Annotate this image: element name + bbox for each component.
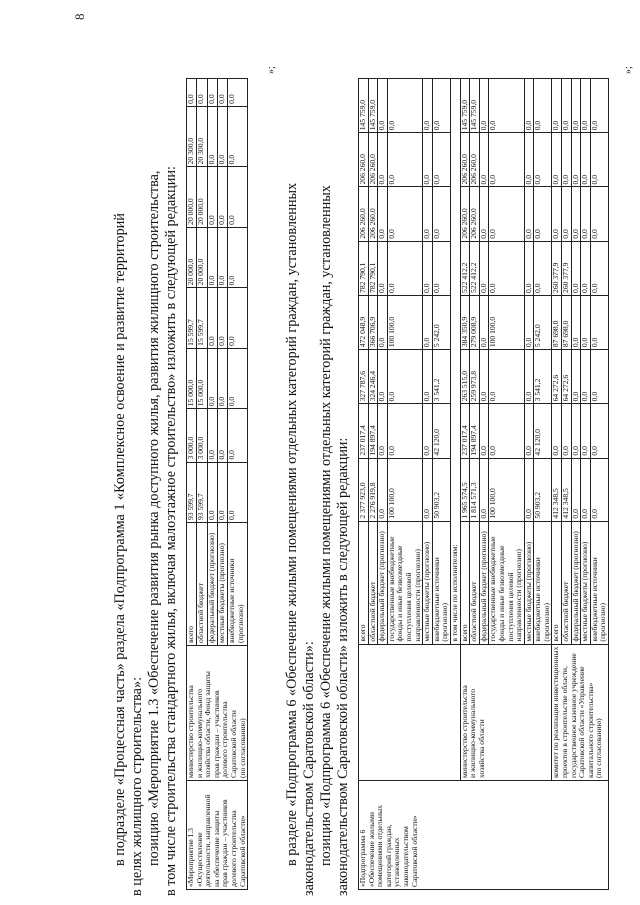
value-cell: 100 100,0 bbox=[387, 458, 422, 521]
value-cell: 0,0 bbox=[378, 79, 388, 133]
value-cell: 0,0 bbox=[524, 133, 534, 187]
value-cell: 0,0 bbox=[571, 241, 581, 295]
executor-cell-line: государственное казенное учреждение bbox=[568, 653, 578, 778]
value-cell: 20 000,0 bbox=[187, 167, 197, 227]
value-cell: 0,0 bbox=[432, 187, 450, 241]
measure-name-cell-line: Саратовской области» bbox=[237, 815, 247, 887]
value-cell: 1 814 571,3 bbox=[470, 458, 480, 521]
source-cell: всего bbox=[187, 523, 197, 646]
value-cell: 0,0 bbox=[590, 79, 608, 133]
subprogram-name-cell-line: категорий граждан, bbox=[383, 824, 393, 887]
value-cell: 0,0 bbox=[218, 167, 228, 227]
value-cell: 0,0 bbox=[534, 187, 552, 241]
value-cell: 206 260,0 bbox=[359, 187, 369, 241]
value-cell: 0,0 bbox=[534, 241, 552, 295]
value-cell: 0,0 bbox=[378, 295, 388, 349]
value-cell: 0,0 bbox=[218, 106, 228, 166]
value-cell: 0,0 bbox=[590, 458, 608, 521]
source-cell: государственные внебюджетные фонды и иные безвозмездные поступления целевой направленности (прогнозно) bbox=[387, 521, 422, 644]
paragraph-position-6-cont: законодательством Саратовской области» изложить в следующей редакции: bbox=[335, 437, 351, 896]
value-cell: 0,0 bbox=[590, 404, 608, 458]
executor-cell-line: Саратовской области «Управление bbox=[577, 666, 587, 778]
source-cell: местные бюджеты (прогнозно) bbox=[581, 521, 591, 644]
value-cell: 194 897,4 bbox=[470, 404, 480, 458]
value-cell: 472 048,9 bbox=[359, 295, 369, 349]
value-cell: 0,0 bbox=[524, 350, 534, 404]
value-cell: 20 300,0 bbox=[197, 106, 207, 166]
value-cell: 206 260,0 bbox=[460, 133, 470, 187]
value-cell: 0,0 bbox=[387, 350, 422, 404]
value-cell: 0,0 bbox=[581, 241, 591, 295]
source-cell: федеральный бюджет (прогнозно) bbox=[378, 521, 388, 644]
value-cell: 87 698,0 bbox=[562, 295, 572, 349]
value-cell: 0,0 bbox=[218, 288, 228, 348]
executor-cell-line: (по согласованию) bbox=[594, 718, 604, 778]
table-row bbox=[187, 79, 197, 890]
value-cell: 0,0 bbox=[387, 241, 422, 295]
source-cell: внебюджетные источники (прогнозно) bbox=[534, 521, 552, 644]
value-cell: 0,0 bbox=[378, 187, 388, 241]
value-cell: 0,0 bbox=[590, 295, 608, 349]
subprogram-name-cell-line: «Обеспечение жилыми bbox=[366, 812, 376, 887]
value-cell: 0,0 bbox=[432, 241, 450, 295]
executor-cell-line: и жилищно-коммунального bbox=[468, 688, 478, 778]
source-cell: всего bbox=[460, 521, 470, 644]
subprogram-name-cell-line: Саратовской области» bbox=[409, 815, 419, 887]
source-cell: местные бюджеты (прогнозно) bbox=[524, 521, 534, 644]
value-cell: 206 260,0 bbox=[470, 187, 480, 241]
value-cell: 0,0 bbox=[479, 79, 489, 133]
subprogram-name-cell-line: «Подпрограмма 6 bbox=[358, 829, 367, 887]
value-cell: 100 100,0 bbox=[387, 295, 422, 349]
value-cell: 279 008,9 bbox=[470, 295, 480, 349]
value-cell: 0,0 bbox=[207, 79, 217, 107]
subprogram-name-cell bbox=[359, 781, 609, 890]
measure-name-cell-line: «Мероприятие 1.3 bbox=[186, 828, 195, 887]
value-cell: 0,0 bbox=[581, 295, 591, 349]
source-cell: внебюджетные источники (прогнозно) bbox=[228, 523, 248, 646]
value-cell: 0,0 bbox=[207, 288, 217, 348]
value-cell: 0,0 bbox=[228, 167, 248, 227]
source-cell: местные бюджеты (прогнозно) bbox=[218, 523, 228, 646]
paragraph-position: позицию «Мероприятие 1.3 «Обеспечение развития рынка доступного жилья, развития жилищного строительства, bbox=[146, 170, 162, 866]
value-cell: 0,0 bbox=[378, 133, 388, 187]
value-cell: 0,0 bbox=[489, 404, 524, 458]
executor-cell-line: хозяйства области, Фонд защиты bbox=[203, 671, 213, 778]
value-cell: 0,0 bbox=[571, 295, 581, 349]
value-cell: 0,0 bbox=[479, 404, 489, 458]
value-cell: 100 100,0 bbox=[489, 458, 524, 521]
paragraph-subsection-cont: в целях жилищного строительства»: bbox=[129, 676, 145, 896]
value-cell: 0,0 bbox=[571, 404, 581, 458]
value-cell: 194 897,4 bbox=[368, 404, 378, 458]
value-cell: 0,0 bbox=[581, 350, 591, 404]
executor-cell-line: комитет по реализации инвестиционных bbox=[551, 646, 561, 778]
executor-cell-line: долевого строительства bbox=[220, 701, 230, 778]
executor-cell-line: министерство строительства bbox=[186, 685, 195, 778]
value-cell: 64 272,6 bbox=[552, 350, 562, 404]
value-cell: 0,0 bbox=[207, 227, 217, 287]
value-cell: 206 260,0 bbox=[359, 133, 369, 187]
value-cell: 42 120,0 bbox=[534, 404, 552, 458]
value-cell: 0,0 bbox=[562, 404, 572, 458]
value-cell: 0,0 bbox=[590, 241, 608, 295]
value-cell: 0,0 bbox=[378, 458, 388, 521]
executor-cell-line: капитального строительства» bbox=[585, 682, 595, 778]
value-cell: 0,0 bbox=[581, 458, 591, 521]
measure-name-cell-line: на обеспечение защиты bbox=[211, 810, 221, 887]
value-cell: 206 260,0 bbox=[368, 133, 378, 187]
value-cell: 782 790,1 bbox=[359, 241, 369, 295]
value-cell: 0,0 bbox=[489, 241, 524, 295]
subprogram-name-cell-line: установленных bbox=[392, 837, 402, 887]
executor-cell bbox=[552, 644, 609, 780]
source-cell: всего bbox=[552, 521, 562, 644]
value-cell: 0,0 bbox=[524, 187, 534, 241]
value-cell: 0,0 bbox=[228, 227, 248, 287]
value-cell: 0,0 bbox=[187, 79, 197, 107]
value-cell: 145 759,0 bbox=[368, 79, 378, 133]
value-cell: 145 759,0 bbox=[470, 79, 480, 133]
value-cell: 0,0 bbox=[581, 79, 591, 133]
value-cell: 145 759,0 bbox=[359, 79, 369, 133]
executor-blank-cell bbox=[359, 644, 461, 780]
value-cell: 15 599,7 bbox=[187, 288, 197, 348]
value-cell: 0,0 bbox=[218, 409, 228, 462]
value-cell: 366 706,9 bbox=[368, 295, 378, 349]
value-cell: 100 100,0 bbox=[489, 295, 524, 349]
source-cell: областной бюджет bbox=[368, 521, 378, 644]
subprogram-name-cell-line: помещениями отдельных bbox=[375, 805, 385, 887]
measure-name-cell-line: долевого строительства bbox=[228, 810, 238, 887]
value-cell: 0,0 bbox=[590, 350, 608, 404]
value-cell: 93 599,7 bbox=[187, 462, 197, 522]
value-cell: 20 300,0 bbox=[187, 106, 197, 166]
value-cell: 15 599,7 bbox=[197, 288, 207, 348]
source-cell: федеральный бюджет (прогнозно) bbox=[207, 523, 217, 646]
value-cell: 42 120,0 bbox=[432, 404, 450, 458]
value-cell: 0,0 bbox=[524, 295, 534, 349]
value-cell: 0,0 bbox=[423, 404, 433, 458]
value-cell: 260 377,9 bbox=[552, 241, 562, 295]
value-cell: 0,0 bbox=[524, 458, 534, 521]
source-cell: федеральный бюджет (прогнозно) bbox=[479, 521, 489, 644]
value-cell: 0,0 bbox=[432, 79, 450, 133]
paragraph-position-cont: в том числе строительства стандартного жилья, включая малоэтажное строительство» изложить в следующей редакции: bbox=[163, 166, 179, 896]
value-cell: 5 242,0 bbox=[432, 295, 450, 349]
source-cell: внебюджетные источники (прогнозно) bbox=[590, 521, 608, 644]
value-cell: 0,0 bbox=[581, 404, 591, 458]
value-cell: 20 000,0 bbox=[197, 227, 207, 287]
including-label-cell: в том числе по исполнителям: bbox=[450, 79, 460, 645]
value-cell: 0,0 bbox=[590, 133, 608, 187]
value-cell: 0,0 bbox=[552, 404, 562, 458]
value-cell: 0,0 bbox=[228, 79, 248, 107]
value-cell: 0,0 bbox=[207, 462, 217, 522]
value-cell: 0,0 bbox=[432, 133, 450, 187]
value-cell: 0,0 bbox=[423, 350, 433, 404]
closing-quote-1: »; bbox=[266, 66, 277, 74]
value-cell: 0,0 bbox=[552, 133, 562, 187]
page-number: 8 bbox=[72, 13, 87, 20]
table-subprogram-6 bbox=[358, 78, 609, 890]
value-cell: 0,0 bbox=[423, 187, 433, 241]
value-cell: 522 412,2 bbox=[460, 241, 470, 295]
source-cell: государственные внебюджетные фонды и иные безвозмездные поступления целевой направленности (прогнозно) bbox=[489, 521, 524, 644]
value-cell: 0,0 bbox=[423, 458, 433, 521]
value-cell: 0,0 bbox=[423, 295, 433, 349]
paragraph-subsection: в подразделе «Процессная часть» раздела «Подпрограмма 1 «Комплексное освоение и развитие территорий bbox=[112, 213, 128, 866]
value-cell: 0,0 bbox=[479, 133, 489, 187]
value-cell: 0,0 bbox=[562, 79, 572, 133]
value-cell: 0,0 bbox=[218, 348, 228, 408]
value-cell: 0,0 bbox=[228, 288, 248, 348]
value-cell: 327 787,6 bbox=[359, 350, 369, 404]
value-cell: 15 000,0 bbox=[187, 348, 197, 408]
value-cell: 145 759,0 bbox=[460, 79, 470, 133]
value-cell: 1 965 574,5 bbox=[460, 458, 470, 521]
value-cell: 0,0 bbox=[228, 409, 248, 462]
measure-name-cell-line: «Осуществление bbox=[194, 832, 204, 887]
value-cell: 0,0 bbox=[581, 187, 591, 241]
value-cell: 412 348,5 bbox=[552, 458, 562, 521]
value-cell: 0,0 bbox=[489, 133, 524, 187]
source-cell: внебюджетные источники (прогнозно) bbox=[432, 521, 450, 644]
executor-cell-line: Саратовской области bbox=[228, 710, 238, 778]
executor-cell-line: прав граждан – участников bbox=[211, 690, 221, 778]
value-cell: 522 412,2 bbox=[470, 241, 480, 295]
value-cell: 259 973,8 bbox=[470, 350, 480, 404]
value-cell: 0,0 bbox=[534, 79, 552, 133]
value-cell: 0,0 bbox=[228, 106, 248, 166]
value-cell: 0,0 bbox=[228, 348, 248, 408]
value-cell: 384 350,9 bbox=[460, 295, 470, 349]
value-cell: 5 242,0 bbox=[534, 295, 552, 349]
value-cell: 0,0 bbox=[489, 350, 524, 404]
value-cell: 0,0 bbox=[489, 79, 524, 133]
value-cell: 0,0 bbox=[378, 404, 388, 458]
value-cell: 0,0 bbox=[387, 79, 422, 133]
table-row bbox=[552, 79, 562, 890]
value-cell: 0,0 bbox=[571, 133, 581, 187]
value-cell: 0,0 bbox=[552, 187, 562, 241]
value-cell: 0,0 bbox=[571, 350, 581, 404]
table-row bbox=[359, 79, 369, 890]
value-cell: 206 260,0 bbox=[368, 187, 378, 241]
value-cell: 0,0 bbox=[378, 350, 388, 404]
value-cell: 237 017,4 bbox=[359, 404, 369, 458]
value-cell: 0,0 bbox=[590, 187, 608, 241]
subprogram-name-cell-line: законодательством bbox=[400, 826, 410, 887]
value-cell: 3 000,0 bbox=[197, 409, 207, 462]
value-cell: 263 515,0 bbox=[460, 350, 470, 404]
executor-cell-line: хозяйства области bbox=[476, 719, 486, 778]
executor-cell bbox=[460, 644, 552, 780]
value-cell: 0,0 bbox=[571, 79, 581, 133]
value-cell: 0,0 bbox=[387, 187, 422, 241]
value-cell: 324 246,4 bbox=[368, 350, 378, 404]
value-cell: 0,0 bbox=[479, 350, 489, 404]
table-measure-1-3 bbox=[186, 78, 248, 890]
value-cell: 93 599,7 bbox=[197, 462, 207, 522]
value-cell: 0,0 bbox=[207, 409, 217, 462]
value-cell: 0,0 bbox=[581, 133, 591, 187]
section-subprogram-6-intro bbox=[284, 16, 352, 896]
value-cell: 64 272,6 bbox=[562, 350, 572, 404]
source-cell: федеральный бюджет (прогнозно) bbox=[571, 521, 581, 644]
executor-cell bbox=[187, 646, 248, 781]
value-cell: 0,0 bbox=[562, 133, 572, 187]
value-cell: 0,0 bbox=[571, 458, 581, 521]
source-cell: местные бюджеты (прогнозно) bbox=[423, 521, 433, 644]
value-cell: 2 276 919,8 bbox=[368, 458, 378, 521]
value-cell: 3 541,2 bbox=[432, 350, 450, 404]
value-cell: 50 903,2 bbox=[432, 458, 450, 521]
source-cell: областной бюджет bbox=[197, 523, 207, 646]
executor-cell-line: проектов в строительстве области, bbox=[560, 666, 570, 778]
value-cell: 0,0 bbox=[524, 241, 534, 295]
value-cell: 0,0 bbox=[218, 79, 228, 107]
value-cell: 237 017,4 bbox=[460, 404, 470, 458]
value-cell: 3 000,0 bbox=[187, 409, 197, 462]
value-cell: 0,0 bbox=[552, 79, 562, 133]
value-cell: 0,0 bbox=[228, 462, 248, 522]
value-cell: 0,0 bbox=[479, 295, 489, 349]
rotated-content bbox=[28, 13, 638, 896]
measure-name-cell-line: деятельности, направленной bbox=[203, 794, 213, 887]
executor-cell-line: министерство строительства bbox=[459, 685, 469, 778]
value-cell: 0,0 bbox=[387, 404, 422, 458]
paragraph-section-6-cont: законодательством Саратовской области»: bbox=[301, 641, 317, 896]
value-cell: 0,0 bbox=[479, 187, 489, 241]
source-cell: всего bbox=[359, 521, 369, 644]
value-cell: 0,0 bbox=[524, 404, 534, 458]
value-cell: 0,0 bbox=[479, 241, 489, 295]
value-cell: 0,0 bbox=[218, 227, 228, 287]
measure-name-cell bbox=[187, 781, 248, 890]
measure-name-cell-line: прав граждан – участников bbox=[220, 799, 230, 887]
executor-cell-line: (по согласованию) bbox=[237, 718, 247, 778]
value-cell: 0,0 bbox=[218, 462, 228, 522]
value-cell: 0,0 bbox=[524, 79, 534, 133]
value-cell: 0,0 bbox=[562, 187, 572, 241]
value-cell: 20 000,0 bbox=[187, 227, 197, 287]
value-cell: 206 260,0 bbox=[460, 187, 470, 241]
value-cell: 0,0 bbox=[489, 187, 524, 241]
value-cell: 87 698,0 bbox=[552, 295, 562, 349]
value-cell: 0,0 bbox=[423, 241, 433, 295]
source-cell: областной бюджет bbox=[470, 521, 480, 644]
value-cell: 2 377 923,0 bbox=[359, 458, 369, 521]
value-cell: 0,0 bbox=[479, 458, 489, 521]
closing-quote-2: »; bbox=[623, 66, 634, 74]
value-cell: 20 000,0 bbox=[197, 167, 207, 227]
value-cell: 0,0 bbox=[378, 241, 388, 295]
value-cell: 0,0 bbox=[387, 133, 422, 187]
paragraph-section-6: в разделе «Подпрограмма 6 «Обеспечение жилыми помещениями отдельных категорий граждан, установленных bbox=[284, 182, 300, 866]
executor-cell-line: и жилищно-коммунального bbox=[194, 688, 204, 778]
source-cell: областной бюджет bbox=[562, 521, 572, 644]
value-cell: 0,0 bbox=[197, 79, 207, 107]
value-cell: 0,0 bbox=[207, 348, 217, 408]
value-cell: 3 541,2 bbox=[534, 350, 552, 404]
value-cell: 206 260,0 bbox=[470, 133, 480, 187]
paragraph-position-6: позицию «Подпрограмма 6 «Обеспечение жилыми помещениями отдельных категорий граждан, установленных bbox=[318, 185, 334, 866]
value-cell: 260 377,9 bbox=[562, 241, 572, 295]
value-cell: 0,0 bbox=[571, 187, 581, 241]
value-cell: 0,0 bbox=[207, 106, 217, 166]
section-mероприятие-intro bbox=[112, 16, 180, 896]
value-cell: 412 348,5 bbox=[562, 458, 572, 521]
value-cell: 50 903,2 bbox=[534, 458, 552, 521]
value-cell: 0,0 bbox=[207, 167, 217, 227]
value-cell: 782 790,1 bbox=[368, 241, 378, 295]
value-cell: 15 000,0 bbox=[197, 348, 207, 408]
value-cell: 0,0 bbox=[423, 133, 433, 187]
value-cell: 0,0 bbox=[423, 79, 433, 133]
value-cell: 0,0 bbox=[534, 133, 552, 187]
